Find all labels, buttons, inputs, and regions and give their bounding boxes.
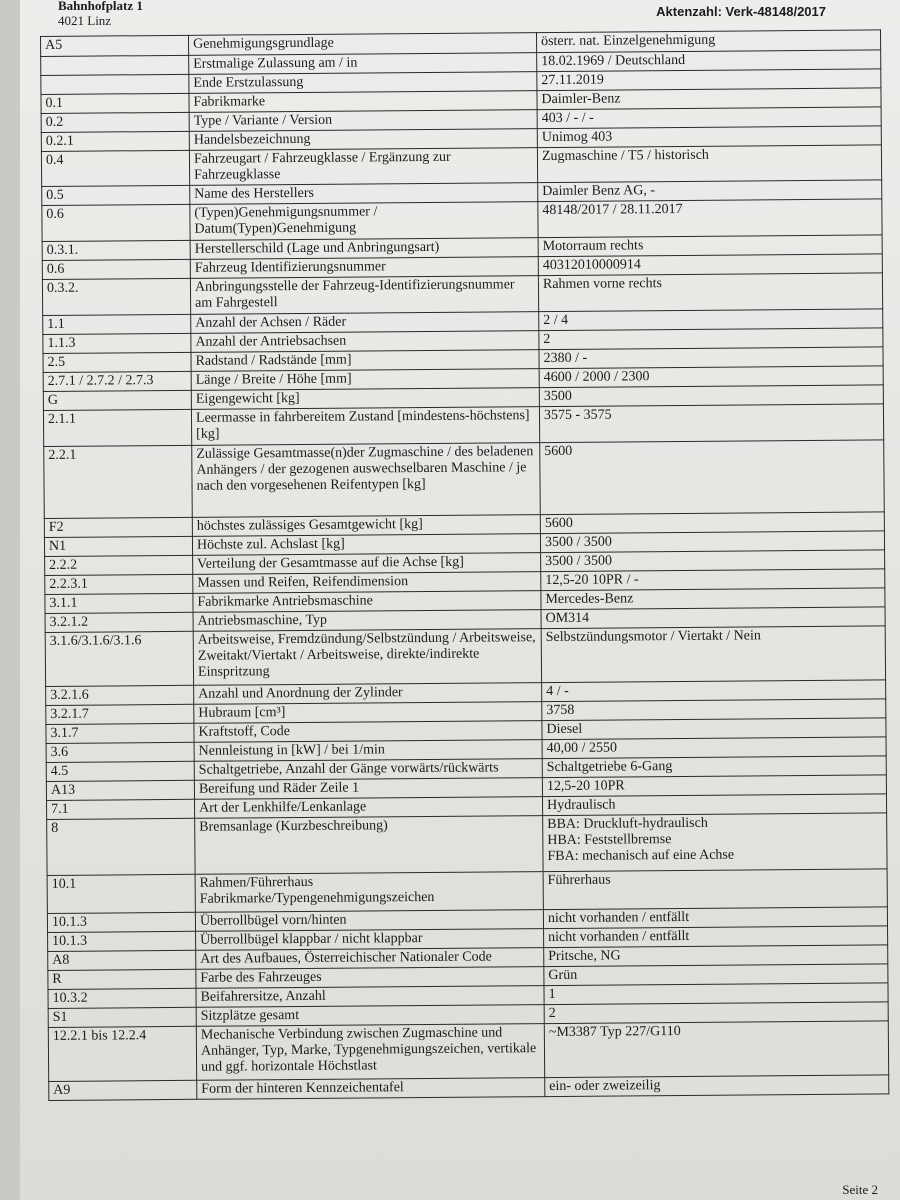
field-label: Leermasse in fahrbereitem Zustand [mindestens-höchstens] [kg]	[191, 407, 539, 446]
table-row	[48, 1021, 888, 1082]
field-code	[41, 55, 189, 75]
field-code: 0.3.1.	[42, 240, 190, 260]
field-value: 27.11.2019	[537, 69, 881, 91]
field-code: 0.3.2.	[42, 278, 190, 315]
field-code: 0.5	[42, 185, 190, 205]
field-label: Art der Lenkhilfe/Lenkanlage	[194, 797, 542, 819]
field-value: 2	[544, 1002, 888, 1024]
field-code: 3.1.6/3.1.6/3.1.6	[45, 631, 193, 686]
field-value: 4600 / 2000 / 2300	[539, 366, 883, 388]
field-value: Unimog 403	[537, 126, 881, 148]
field-label: Länge / Breite / Höhe [mm]	[191, 369, 539, 391]
field-label: Radstand / Radstände [mm]	[191, 350, 539, 372]
field-code: F2	[44, 517, 192, 537]
field-value: 5600	[540, 440, 885, 515]
field-value: 40312010000914	[538, 254, 882, 276]
field-label: Beifahrersitze, Anzahl	[196, 986, 544, 1008]
field-label: Eigengewicht [kg]	[191, 388, 539, 410]
field-label: Nennleistung in [kW] / bei 1/min	[194, 740, 542, 762]
field-code: 4.5	[46, 761, 194, 781]
field-code: R	[48, 969, 196, 989]
field-value: 3758	[542, 699, 886, 721]
aktenzahl-label: Aktenzahl: Verk-48148/2017	[656, 4, 826, 19]
field-code: 0.4	[41, 150, 189, 186]
field-value: Rahmen vorne rechts	[538, 273, 882, 312]
table-row	[47, 813, 887, 876]
field-label: Type / Variante / Version	[189, 110, 537, 132]
field-code: 1.1	[43, 314, 191, 334]
page-number: Seite 2	[842, 1182, 878, 1197]
field-code: 2.5	[43, 352, 191, 372]
field-label: Arbeitsweise, Fremdzündung/Selbstzündung / Arbeitsweise, Zweitakt/Viertakt / Arbeitsweise, direkte/indirekte Einspritzung	[193, 629, 541, 686]
field-label: Höchste zul. Achslast [kg]	[192, 534, 540, 556]
field-code	[41, 74, 189, 94]
field-value: 12,5-20 10PR	[542, 775, 886, 797]
field-value: Führerhaus	[543, 869, 887, 910]
field-value: 48148/2017 / 28.11.2017	[538, 199, 882, 238]
field-code: N1	[44, 536, 192, 556]
vehicle-data-rows	[41, 30, 889, 1101]
field-label: Fahrzeugart / Fahrzeugklasse / Ergänzung zur Fahrzeugklasse	[189, 148, 537, 186]
table-row	[47, 869, 887, 914]
field-label: Anzahl der Achsen / Räder	[191, 312, 539, 334]
field-value: Daimler-Benz	[537, 88, 881, 110]
field-value: ~M3387 Typ 227/G110	[544, 1021, 888, 1078]
field-label: Kraftstoff, Code	[194, 721, 542, 743]
field-label: Verteilung der Gesamtmasse auf die Achse [kg]	[193, 553, 541, 575]
field-code: 0.6	[42, 259, 190, 279]
field-value: Schaltgetriebe 6-Gang	[542, 756, 886, 778]
field-value: 12,5-20 10PR / -	[541, 569, 885, 591]
field-code: 3.2.1.2	[45, 612, 193, 632]
field-value: Grün	[544, 964, 888, 986]
field-label: Schaltgetriebe, Anzahl der Gänge vorwärts/rückwärts	[194, 759, 542, 781]
field-value: Selbstzündungsmotor / Viertakt / Nein	[541, 626, 885, 683]
field-code: S1	[48, 1007, 196, 1027]
field-label: Art des Aufbaues, Österreichischer Nationaler Code	[196, 948, 544, 970]
field-label: Fabrikmarke Antriebsmaschine	[193, 591, 541, 613]
field-code: 10.1.3	[48, 931, 196, 951]
field-label: Sitzplätze gesamt	[196, 1005, 544, 1027]
field-value: 2380 / -	[539, 347, 883, 369]
field-value: 1	[544, 983, 888, 1005]
field-label: höchstes zulässiges Gesamtgewicht [kg]	[192, 515, 540, 537]
field-label: Mechanische Verbindung zwischen Zugmaschine und Anhänger, Typ, Marke, Typgenehmigungszeichen, vertikale und ggf. horizontale Höchstlast	[196, 1024, 544, 1081]
field-value: Diesel	[542, 718, 886, 740]
field-code: 2.2.1	[44, 445, 193, 518]
field-code: A8	[48, 950, 196, 970]
field-code: A5	[41, 35, 189, 56]
field-value: nicht vorhanden / entfällt	[544, 926, 888, 948]
field-value: Mercedes-Benz	[541, 588, 885, 610]
field-label: Anbringungsstelle der Fahrzeug-Identifizierungsnummer am Fahrgestell	[190, 276, 538, 315]
field-value: 3500 / 3500	[541, 550, 885, 572]
field-value: Zugmaschine / T5 / historisch	[537, 145, 881, 183]
vehicle-data-table	[40, 29, 889, 1101]
field-value: Hydraulisch	[542, 794, 886, 816]
field-value: 3500 / 3500	[540, 531, 884, 553]
field-value: Daimler Benz AG, -	[538, 180, 882, 202]
field-code: 2.2.3.1	[45, 574, 193, 594]
field-label: Anzahl und Anordnung der Zylinder	[194, 683, 542, 705]
field-label: (Typen)Genehmigungsnummer / Datum(Typen)Genehmigung	[190, 202, 538, 241]
field-label: Bereifung und Räder Zeile 1	[194, 778, 542, 800]
field-value: OM314	[541, 607, 885, 629]
field-value: 5600	[540, 512, 884, 534]
field-value: 3500	[539, 385, 883, 407]
field-code: 2.1.1	[43, 409, 191, 446]
field-label: Name des Herstellers	[190, 183, 538, 205]
field-label: Herstellerschild (Lage und Anbringungsart)	[190, 238, 538, 260]
field-code: 0.6	[42, 204, 190, 241]
field-code: A13	[46, 780, 194, 800]
field-code: 12.2.1 bis 12.2.4	[48, 1026, 196, 1081]
field-value: Motorraum rechts	[538, 235, 882, 257]
field-label: Hubraum [cm³]	[194, 702, 542, 724]
address-line-2: 4021 Linz	[58, 13, 112, 28]
field-label: Anzahl der Antriebsachsen	[191, 331, 539, 353]
address-line-1: Bahnhofplatz 1	[58, 0, 143, 13]
field-code: 3.2.1.7	[46, 704, 194, 724]
field-code: 0.2	[41, 112, 189, 132]
field-label: Massen und Reifen, Reifendimension	[193, 572, 541, 594]
field-label: Rahmen/Führerhaus Fabrikmarke/Typengenehmigungszeichen	[195, 872, 543, 913]
field-code: 2.2.2	[45, 555, 193, 575]
table-row	[44, 440, 885, 519]
field-label: Fabrikmarke	[189, 91, 537, 113]
field-value: ein- oder zweizeilig	[545, 1075, 889, 1097]
field-value: 4 / -	[542, 680, 886, 702]
field-code: G	[43, 390, 191, 410]
field-value: nicht vorhanden / entfällt	[543, 907, 887, 929]
field-label: Genehmigungsgrundlage	[188, 33, 536, 56]
field-label: Fahrzeug Identifizierungsnummer	[190, 257, 538, 279]
field-label: Erstmalige Zulassung am / in	[189, 53, 537, 75]
field-label: Überrollbügel vorn/hinten	[195, 910, 543, 932]
field-code: 0.1	[41, 93, 189, 113]
field-value: 3575 - 3575	[539, 404, 883, 443]
field-code: 0.2.1	[41, 131, 189, 151]
field-code: 2.7.1 / 2.7.2 / 2.7.3	[43, 371, 191, 391]
field-code: 1.1.3	[43, 333, 191, 353]
field-value: 18.02.1969 / Deutschland	[537, 50, 881, 72]
field-label: Handelsbezeichnung	[189, 129, 537, 151]
field-label: Form der hinteren Kennzeichentafel	[197, 1078, 545, 1100]
field-code: A9	[49, 1080, 197, 1100]
field-code: 10.1	[47, 874, 195, 913]
field-value: 403 / - / -	[537, 107, 881, 129]
field-label: Farbe des Fahrzeuges	[196, 967, 544, 989]
field-code: 3.6	[46, 742, 194, 762]
field-value: österr. nat. Einzelgenehmigung	[536, 30, 880, 53]
field-value: 2	[539, 328, 883, 350]
field-code: 10.1.3	[47, 912, 195, 932]
field-value: 2 / 4	[539, 309, 883, 331]
field-code: 10.3.2	[48, 988, 196, 1008]
field-code: 3.1.1	[45, 593, 193, 613]
field-code: 8	[47, 818, 195, 875]
document-header	[58, 0, 900, 30]
field-code: 3.1.7	[46, 723, 194, 743]
field-value: 40,00 / 2550	[542, 737, 886, 759]
field-value: BBA: Druckluft-hydraulisch HBA: Feststellbremse FBA: mechanisch auf eine Achse	[543, 813, 887, 872]
field-label: Bremsanlage (Kurzbeschreibung)	[195, 816, 543, 875]
field-code: 7.1	[47, 799, 195, 819]
field-label: Überrollbügel klappbar / nicht klappbar	[196, 929, 544, 951]
field-value: Pritsche, NG	[544, 945, 888, 967]
table-row	[45, 626, 885, 687]
field-label: Antriebsmaschine, Typ	[193, 610, 541, 632]
field-label: Ende Erstzulassung	[189, 72, 537, 94]
field-label: Zulässige Gesamtmasse(n)der Zugmaschine / des beladenen Anhängers / der gezogenen auswechselbaren Maschine / je nach den vorgesehenen Reifentypen [kg]	[192, 443, 541, 518]
field-code: 3.2.1.6	[46, 685, 194, 705]
